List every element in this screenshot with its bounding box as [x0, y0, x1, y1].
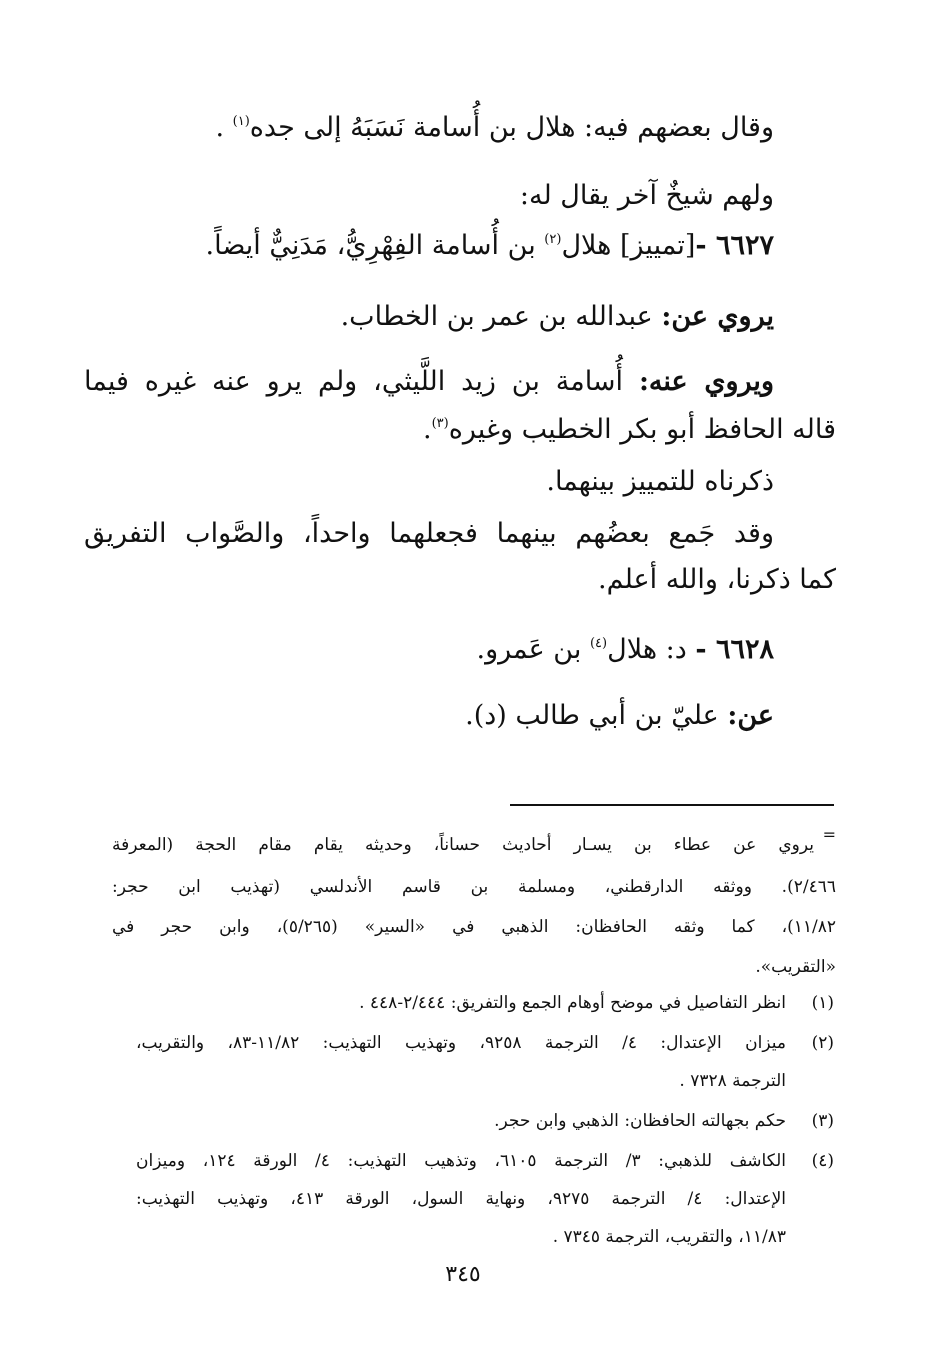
entry-6627-heading — [206, 226, 774, 266]
line6-end: . — [422, 414, 432, 445]
footnote-number: (١) — [811, 993, 834, 1013]
entry-6628-heading — [476, 630, 774, 670]
text-line-8: وقد جَمع بعضُهم بينهما فجعلهما واحداً، والصَّواب التفريق — [84, 518, 774, 549]
from-text: عليّ بن أبي طالب (د). — [465, 700, 728, 731]
entry-name: هلال — [607, 634, 666, 665]
from-label: عن: — [727, 700, 774, 731]
page-number: ٣٤٥ — [445, 1262, 481, 1287]
footnote-text: ميزان الإعتدال: ٤/ الترجمة ٩٢٥٨، وتهذيب التهذيب: ١١/٨٢-٨٣، والتقريب، — [136, 1033, 786, 1053]
entry-number: ٦٦٢٨ - — [695, 634, 774, 665]
footnote-text: انظر التفاصيل في موضح أوهام الجمع والتفريق: ٢/٤٤٤-٤٤٨ . — [359, 993, 786, 1013]
continuation-line: ٢/٤٦٦). ووثقه الدارقطني، ومسلمة بن قاسم الأندلسي (تهذيب ابن حجر: — [112, 877, 836, 897]
footnote-text: حكم بجهالته الحافظان: الذهبي وابن حجر. — [494, 1111, 786, 1131]
footnote-text: الكاشف للذهبي: ٣/ الترجمة ٦١٠٥، وتذهيب التهذيب: ٤/ الورقة ١٢٤، وميزان — [136, 1151, 787, 1171]
text-line-7: ذكرناه للتمييز بينهما. — [546, 466, 774, 497]
entry-description: بن عَمرو. — [476, 634, 590, 665]
narrates-from-line — [341, 297, 774, 337]
continuation-line: ١١/٨٢)، كما وثقه الحافظان: الذهبي في «السير» (٥/٢٦٥)، وابن حجر في — [112, 917, 837, 937]
footnote-text: الترجمة ٧٣٢٨ . — [679, 1071, 786, 1091]
narrates-from-label: يروي عن: — [661, 301, 774, 332]
entry-name: [تمييز] هلال — [561, 230, 696, 261]
footnote-ref-3[interactable]: (٣) — [431, 416, 449, 431]
narrates-from-text: عبدالله بن عمر بن الخطاب. — [340, 301, 662, 332]
continuation-line: يروي عن عطاء بن يسـار أحاديث حساناً، وحديثه يقام مقام الحجة (المعرفة — [112, 835, 814, 855]
continuation-line: «التقريب». — [755, 957, 836, 977]
line6-text: قاله الحافظ أبو بكر الخطيب وغيره — [448, 414, 836, 445]
narrated-by-line — [84, 362, 774, 402]
line1-end: . — [215, 112, 233, 143]
footnote-text: ١١/٨٣، والتقريب، الترجمة ٧٣٤٥ . — [552, 1227, 786, 1247]
footnote-number: (٣) — [811, 1111, 834, 1131]
footnote-separator — [510, 804, 834, 806]
footnote-number: (٢) — [811, 1033, 834, 1053]
footnote-ref-4[interactable]: (٤) — [589, 636, 608, 651]
text-line-9: كما ذكرنا، والله أعلم. — [598, 564, 836, 595]
footnote-ref-2[interactable]: (٢) — [544, 232, 562, 247]
line1-text: وقال بعضهم فيه: هلال بن أُسامة نَسَبَهُ إلى جده — [249, 112, 774, 143]
entry-code: د: — [665, 634, 696, 665]
text-line-1 — [215, 108, 774, 148]
footnote-text: الإعتدال: ٤/ الترجمة ٩٢٧٥، ونهاية السول، الورقة ٤١٣، وتهذيب التهذيب: — [136, 1189, 786, 1209]
continuation-mark: = — [822, 825, 836, 844]
footnote-number: (٤) — [811, 1151, 834, 1171]
narrated-by-text: أُسامة بن زيد اللَّيثي، ولم يرو عنه غيره فيما — [84, 366, 639, 397]
footnote-ref-1[interactable]: (١) — [232, 114, 250, 129]
entry-description: بن أُسامة الفِهْرِيُّ، مَدَنِيٌّ أيضاً. — [205, 230, 545, 261]
narrated-by-label: ويروي عنه: — [638, 366, 774, 397]
from-line — [465, 696, 774, 736]
entry-number: ٦٦٢٧ - — [695, 230, 774, 261]
text-line-2: ولهم شيخٌ آخر يقال له: — [519, 180, 774, 211]
text-line-6 — [423, 410, 836, 450]
